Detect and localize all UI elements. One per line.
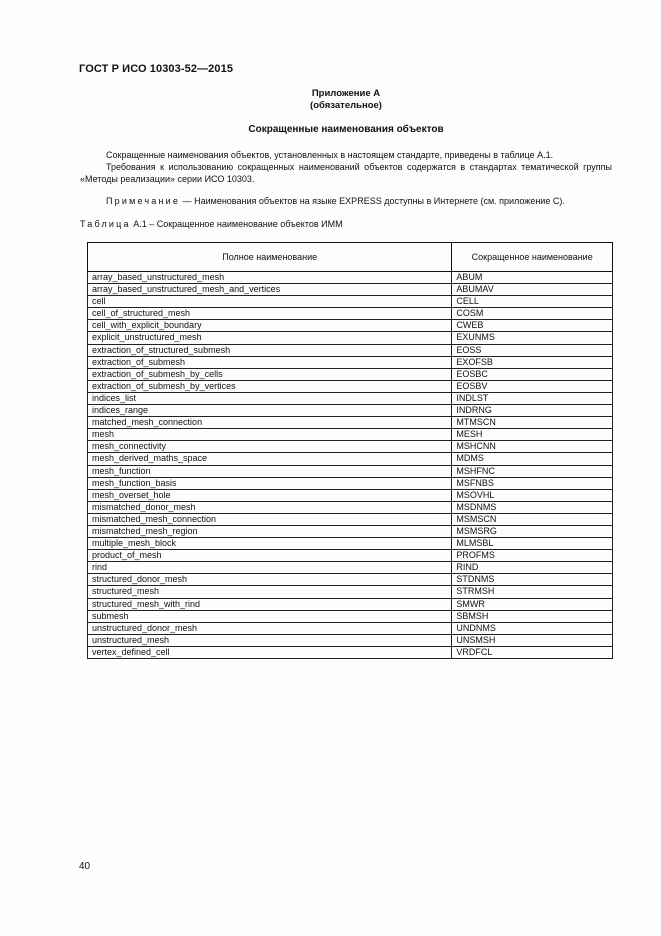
- table-row: [88, 477, 613, 489]
- table-row: [88, 405, 613, 417]
- short-name-cell: VRDFCL: [452, 646, 613, 658]
- short-name-cell: MSMSRG: [452, 525, 613, 537]
- full-name-cell: mismatched_mesh_connection: [88, 513, 452, 525]
- table-caption-text: А.1 – Сокращенное наименование объектов ИММ: [130, 219, 343, 229]
- short-name-cell: SBMSH: [452, 610, 613, 622]
- short-name-cell: MSFNBS: [452, 477, 613, 489]
- short-name-cell: MSHFNC: [452, 465, 613, 477]
- table-row: [88, 489, 613, 501]
- full-name-cell: mesh_overset_hole: [88, 489, 452, 501]
- full-name-cell: unstructured_donor_mesh: [88, 622, 452, 634]
- full-name-cell: indices_list: [88, 392, 452, 404]
- short-name-cell: PROFMS: [452, 550, 613, 562]
- short-name-cell: MLMSBL: [452, 538, 613, 550]
- table-row: [88, 513, 613, 525]
- full-name-cell: extraction_of_submesh_by_cells: [88, 368, 452, 380]
- table-caption-label: Таблица: [80, 219, 131, 229]
- table-row: [88, 586, 613, 598]
- table-row: [88, 634, 613, 646]
- full-name-cell: submesh: [88, 610, 452, 622]
- table-row: [88, 574, 613, 586]
- full-name-cell: structured_mesh_with_rind: [88, 598, 452, 610]
- table-row: [88, 320, 613, 332]
- full-name-cell: unstructured_mesh: [88, 634, 452, 646]
- full-name-cell: cell_of_structured_mesh: [88, 308, 452, 320]
- short-name-cell: EOSS: [452, 344, 613, 356]
- paragraph-1: Сокращенные наименования объектов, установленных в настоящем стандарте, приведены в таблице А.1.: [106, 150, 554, 160]
- full-name-cell: mesh_function: [88, 465, 452, 477]
- page-number: 40: [79, 861, 91, 872]
- table-row: [88, 550, 613, 562]
- short-name-cell: RIND: [452, 562, 613, 574]
- full-name-cell: indices_range: [88, 405, 452, 417]
- full-name-cell: extraction_of_structured_submesh: [88, 344, 452, 356]
- short-name-cell: UNSMSH: [452, 634, 613, 646]
- table-row: [88, 598, 613, 610]
- full-name-cell: extraction_of_submesh_by_vertices: [88, 380, 452, 392]
- table-caption: [80, 219, 343, 229]
- short-name-cell: ABUM: [452, 272, 613, 284]
- short-name-cell: SMWR: [452, 598, 613, 610]
- short-name-cell: STRMSH: [452, 586, 613, 598]
- document-id: ГОСТ Р ИСО 10303-52—2015: [79, 63, 234, 75]
- table-row: [88, 368, 613, 380]
- full-name-cell: vertex_defined_cell: [88, 646, 452, 658]
- short-name-cell: EOSBC: [452, 368, 613, 380]
- section-title: Сокращенные наименования объектов: [248, 124, 444, 135]
- table-row: [88, 272, 613, 284]
- table-row: [88, 501, 613, 513]
- table-row: [88, 296, 613, 308]
- short-name-cell: COSM: [452, 308, 613, 320]
- full-name-cell: multiple_mesh_block: [88, 538, 452, 550]
- short-name-cell: STDNMS: [452, 574, 613, 586]
- abbreviations-table: [87, 242, 613, 659]
- note: [80, 196, 612, 208]
- table-row: [88, 356, 613, 368]
- short-name-cell: UNDNMS: [452, 622, 613, 634]
- annex-heading: [80, 88, 612, 112]
- table-row: [88, 465, 613, 477]
- short-name-cell: EOSBV: [452, 380, 613, 392]
- table-row: [88, 332, 613, 344]
- annex-status: (обязательное): [310, 100, 382, 111]
- table-row: [88, 429, 613, 441]
- table-row: [88, 392, 613, 404]
- table-row: [88, 562, 613, 574]
- full-name-cell: extraction_of_submesh: [88, 356, 452, 368]
- full-name-cell: array_based_unstructured_mesh: [88, 272, 452, 284]
- short-name-cell: MDMS: [452, 453, 613, 465]
- short-name-cell: ABUMAV: [452, 284, 613, 296]
- paragraph-2: Требования к использованию сокращенных наименований объектов содержатся в стандартах тематической группы «Методы реализации» серии ИСО 10303.: [80, 162, 612, 184]
- short-name-cell: MSDNMS: [452, 501, 613, 513]
- table-row: [88, 646, 613, 658]
- short-name-cell: MSHCNN: [452, 441, 613, 453]
- full-name-cell: mesh_connectivity: [88, 441, 452, 453]
- table-row: [88, 417, 613, 429]
- full-name-cell: product_of_mesh: [88, 550, 452, 562]
- short-name-cell: MSOVHL: [452, 489, 613, 501]
- column-header-full-name: Полное наименование: [88, 243, 452, 272]
- full-name-cell: mesh_derived_maths_space: [88, 453, 452, 465]
- table-row: [88, 284, 613, 296]
- short-name-cell: EXUNMS: [452, 332, 613, 344]
- table-row: [88, 610, 613, 622]
- short-name-cell: MSMSCN: [452, 513, 613, 525]
- full-name-cell: mesh_function_basis: [88, 477, 452, 489]
- full-name-cell: matched_mesh_connection: [88, 417, 452, 429]
- table-row: [88, 344, 613, 356]
- short-name-cell: INDLST: [452, 392, 613, 404]
- full-name-cell: explicit_unstructured_mesh: [88, 332, 452, 344]
- table-header-row: [88, 243, 613, 272]
- full-name-cell: structured_mesh: [88, 586, 452, 598]
- short-name-cell: MTMSCN: [452, 417, 613, 429]
- table-row: [88, 622, 613, 634]
- full-name-cell: mismatched_mesh_region: [88, 525, 452, 537]
- annex-title: Приложение А: [311, 88, 381, 99]
- table-row: [88, 441, 613, 453]
- full-name-cell: cell: [88, 296, 452, 308]
- column-header-short-name: Сокращенное наименование: [452, 243, 613, 272]
- table-row: [88, 380, 613, 392]
- short-name-cell: CWEB: [452, 320, 613, 332]
- table-body: [88, 272, 613, 659]
- short-name-cell: CELL: [452, 296, 613, 308]
- full-name-cell: structured_donor_mesh: [88, 574, 452, 586]
- table-row: [88, 308, 613, 320]
- full-name-cell: mesh: [88, 429, 452, 441]
- note-label: Примечание: [106, 196, 181, 206]
- short-name-cell: MESH: [452, 429, 613, 441]
- short-name-cell: EXOFSB: [452, 356, 613, 368]
- table-row: [88, 525, 613, 537]
- short-name-cell: INDRNG: [452, 405, 613, 417]
- full-name-cell: array_based_unstructured_mesh_and_vertices: [88, 284, 452, 296]
- full-name-cell: cell_with_explicit_boundary: [88, 320, 452, 332]
- table-row: [88, 538, 613, 550]
- full-name-cell: rind: [88, 562, 452, 574]
- table-row: [88, 453, 613, 465]
- note-text: — Наименования объектов на языке EXPRESS доступны в Интернете (см. приложение С).: [180, 196, 565, 206]
- full-name-cell: mismatched_donor_mesh: [88, 501, 452, 513]
